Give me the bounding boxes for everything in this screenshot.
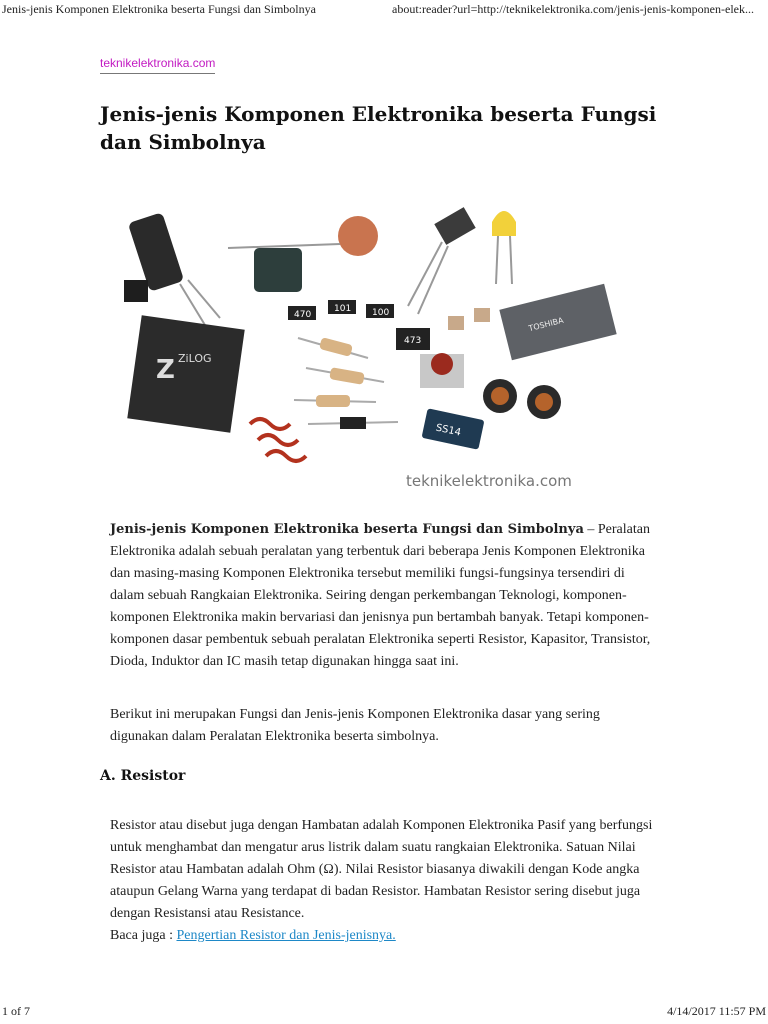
regulator-icon — [124, 280, 148, 302]
intro-lead: Jenis-jenis Komponen Elektronika beserta Fungsi dan Simbolnya — [110, 522, 584, 537]
intro-paragraph — [110, 519, 658, 673]
svg-text:ZiLOG: ZiLOG — [178, 352, 212, 365]
svg-text:100: 100 — [372, 308, 390, 318]
svg-text:101: 101 — [334, 304, 352, 314]
svg-text:TOSHIBA: TOSHIBA — [527, 315, 565, 334]
article-hero-image — [108, 188, 628, 494]
read-also-label: Baca juga : — [110, 928, 177, 943]
resistor-text: Resistor atau disebut juga dengan Hambatan adalah Komponen Elektronika Pasif yang berfungsi untuk menghambat dan mengatur arus listrik dalam suatu rangkaian Elektronika. Satuan Nilai Resistor atau Hambatan adalah Ohm (Ω). Nilai Resistor biasanya diwakili dengan Kode angka ataupun Gelang Warna yang terdapat di badan Resistor. Hambatan Resistor sering disebut juga dengan Resistansi atau Resistance. — [110, 818, 653, 921]
article-title: Jenis-jenis Komponen Elektronika beserta Fungsi dan Simbolnya — [100, 102, 657, 154]
ldr-icon — [338, 216, 378, 256]
print-header-title: Jenis-jenis Komponen Elektronika beserta Fungsi dan Simbolnya — [2, 2, 316, 16]
resistor-paragraph — [110, 815, 658, 947]
print-timestamp: 4/14/2017 11:57 PM — [667, 1004, 766, 1018]
svg-text:470: 470 — [294, 310, 312, 320]
diode-icon — [340, 417, 366, 429]
print-footer — [0, 1004, 768, 1020]
paragraph-2: Berikut ini merupakan Fungsi dan Jenis-jenis Komponen Elektronika dasar yang sering digunakan dalam Peralatan Elektronika beserta simbolnya. — [110, 707, 600, 744]
svg-text:473: 473 — [404, 336, 422, 346]
svg-text:Z: Z — [156, 355, 175, 385]
site-domain-link[interactable]: teknikelektronika.com — [100, 56, 215, 74]
read-also-link[interactable]: Pengertian Resistor dan Jenis-jenisnya. — [176, 928, 396, 943]
image-watermark: teknikelektronika.com — [406, 472, 572, 490]
ceramic-capacitor-icon — [448, 316, 464, 330]
svg-text:SS14: SS14 — [434, 422, 462, 439]
trimpot-icon — [254, 248, 302, 292]
intro-rest: – Peralatan Elektronika adalah sebuah peralatan yang terbentuk dari beberapa Jenis Komponen Elektronika dan masing-masing Komponen Elektronika tersebut memiliki fungsi-fungsinya tersendiri di dalam sebuah Rangkaian Elektronika. Seiring dengan perkembangan Teknologi, komponen-komponen Elektronika makin bervariasi dan jenisnya pun bertambah banyak. Tetapi komponen-komponen dasar pembentuk sebuah peralatan Elektronika seperti Resistor, Kapasitor, Transistor, Dioda, Induktor dan IC masih tetap digunakan hingga saat ini. — [110, 522, 651, 669]
print-header-url: about:reader?url=http://teknikelektronika.com/jenis-jenis-komponen-elek... — [392, 2, 754, 16]
zilog-chip-icon — [127, 315, 244, 432]
print-header — [0, 2, 768, 18]
page-counter: 1 of 7 — [2, 1004, 30, 1018]
section-heading-resistor: A. Resistor — [100, 768, 186, 784]
